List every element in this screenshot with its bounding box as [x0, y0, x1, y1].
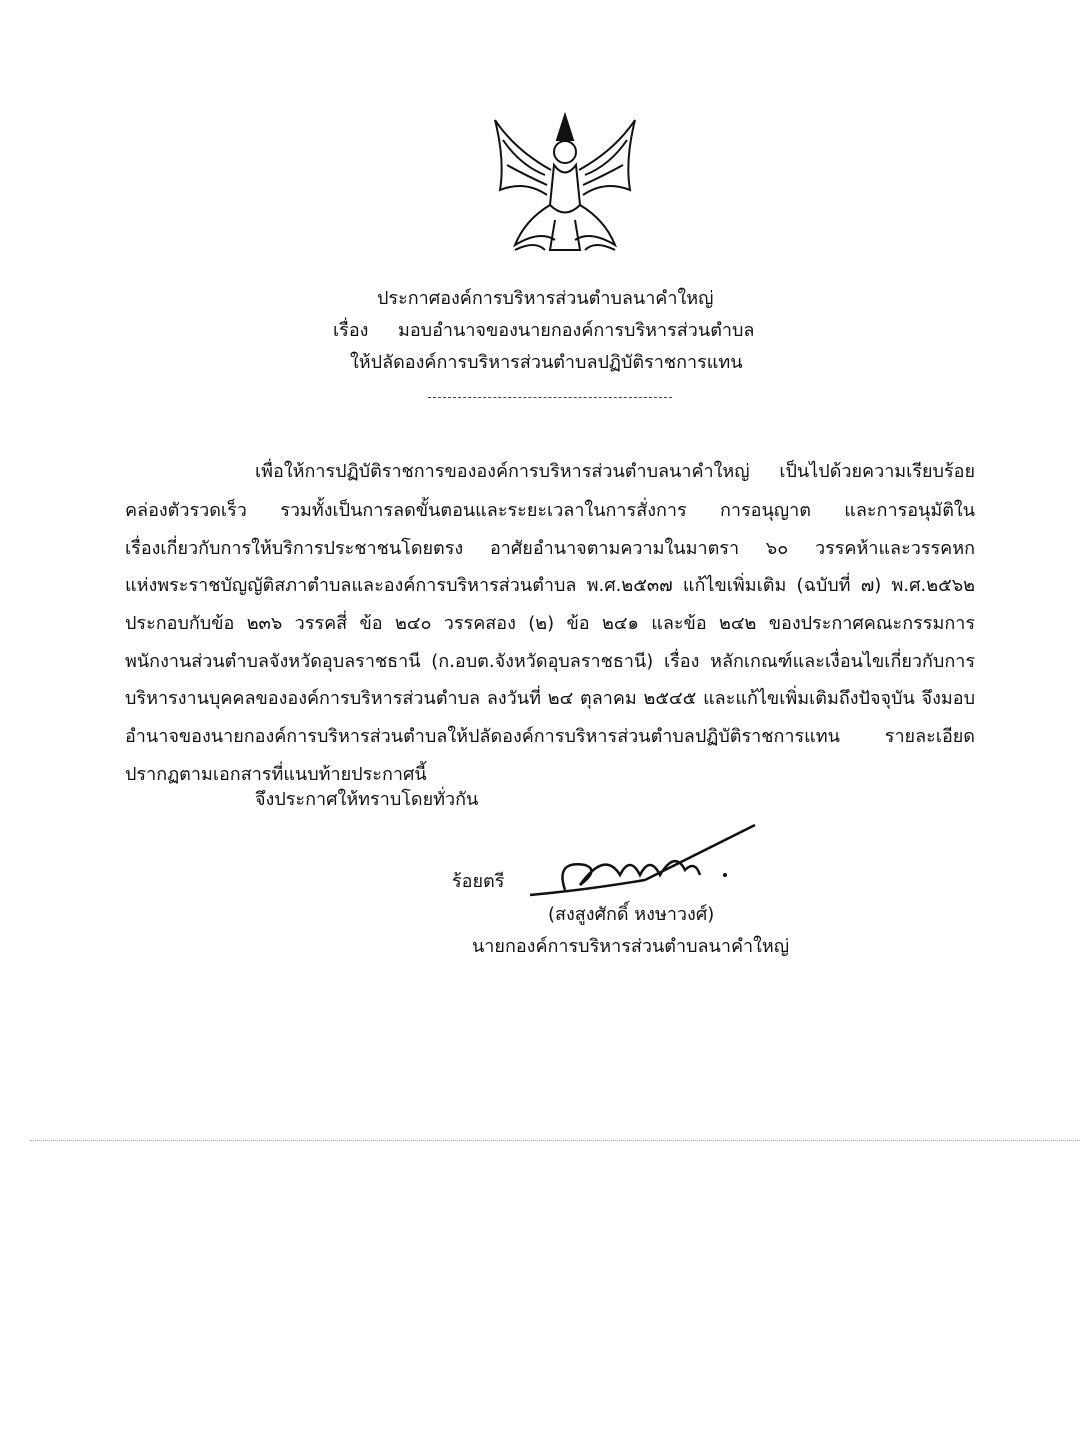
body-line: แห่งพระราชบัญญัติสภาตำบลและองค์การบริหารส่วนตำบล พ.ศ.๒๕๓๗ แก้ไขเพิ่มเติม (ฉบับที่ ๗) พ.ศ.๒๕๖๒: [125, 575, 975, 596]
closing-statement: จึงประกาศให้ทราบโดยทั่วกัน: [255, 789, 479, 810]
body-line: ประกอบกับข้อ ๒๓๖ วรรคสี่ ข้อ ๒๔๐ วรรคสอง (๒) ข้อ ๒๔๑ และข้อ ๒๔๒ ของประกาศคณะกรรมการ: [125, 613, 975, 634]
body-line: เพื่อให้การปฏิบัติราชการขององค์การบริหารส่วนตำบลนาคำใหญ่ เป็นไปด้วยความเรียบร้อย: [255, 461, 975, 482]
subject-label: เรื่อง: [333, 320, 369, 341]
body-line: คล่องตัวรวดเร็ว รวมทั้งเป็นการลดขั้นตอนและระยะเวลาในการสั่งการ การอนุญาต และการอนุมัติใน: [125, 500, 975, 521]
body-line: อำนาจของนายกองค์การบริหารส่วนตำบลให้ปลัดองค์การบริหารส่วนตำบลปฏิบัติราชการแทน รายละเอียด: [125, 726, 975, 747]
subject-line-1: มอบอำนาจของนายกองค์การบริหารส่วนตำบล: [398, 320, 755, 341]
garuda-emblem-icon: [485, 110, 645, 260]
title-divider: [428, 397, 672, 398]
page-edge-line: [30, 1140, 1080, 1141]
signer-name: (สงสูงศักดิ์ หงษาวงศ์): [548, 904, 715, 925]
signer-rank: ร้อยตรี: [452, 871, 505, 892]
body-line-last: ปรากฏตามเอกสารที่แนบท้ายประกาศนี้: [125, 764, 427, 785]
subject-line-2: ให้ปลัดองค์การบริหารส่วนตำบลปฏิบัติราชการแทน: [350, 352, 743, 373]
announcement-title: ประกาศองค์การบริหารส่วนตำบลนาคำใหญ่: [377, 288, 714, 309]
signer-position: นายกองค์การบริหารส่วนตำบลนาคำใหญ่: [472, 936, 790, 957]
body-line: บริหารงานบุคคลขององค์การบริหารส่วนตำบล ลงวันที่ ๒๔ ตุลาคม ๒๕๔๕ และแก้ไขเพิ่มเติมถึงปัจจุบัน จึงมอบ: [125, 688, 975, 709]
body-line: พนักงานส่วนตำบลจังหวัดอุบลราชธานี (ก.อบต.จังหวัดอุบลราชธานี) เรื่อง หลักเกณฑ์และเงื่อนไขเกี่ยวกับการ: [125, 651, 975, 672]
handwritten-signature: [525, 820, 765, 910]
body-line: เรื่องเกี่ยวกับการให้บริการประชาชนโดยตรง อาศัยอำนาจตามความในมาตรา ๖๐ วรรคห้าและวรรคหก: [125, 538, 975, 559]
